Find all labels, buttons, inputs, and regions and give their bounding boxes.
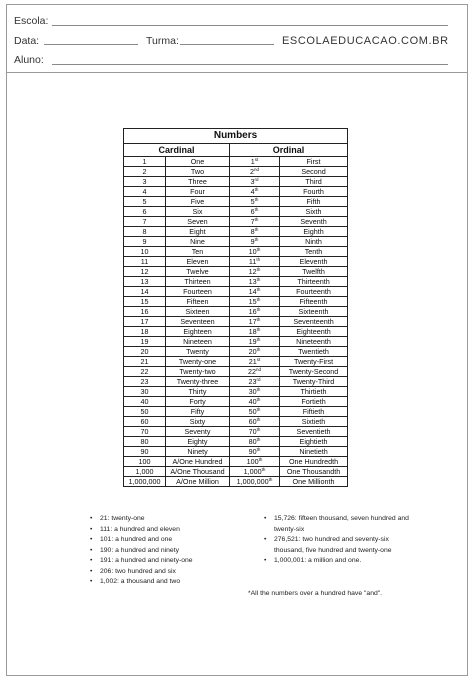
cardinal-number: 11 — [124, 257, 166, 267]
ordinal-suffix: th — [256, 397, 261, 402]
list-item-text: 101: a hundred and one — [100, 536, 173, 543]
list-item-text: 206: two hundred and six — [100, 567, 176, 575]
cardinal-word: Sixteen — [166, 307, 230, 317]
ordinal-number — [230, 407, 280, 417]
cardinal-word: Ninety — [166, 447, 230, 457]
ordinal-digits: 4 — [250, 187, 255, 196]
bullet-icon: • — [264, 515, 267, 522]
list-item — [88, 525, 238, 536]
ordinal-word: Twenty-First — [280, 357, 348, 367]
cardinal-number: 17 — [124, 317, 166, 327]
cardinal-word: Nine — [166, 237, 230, 247]
cardinal-number: 1,000,000 — [124, 477, 166, 487]
cardinal-word: Twenty — [166, 347, 230, 357]
ordinal-word: Eightieth — [280, 437, 348, 447]
ordinal-word: Twenty-Second — [280, 367, 348, 377]
cardinal-word: Fourteen — [166, 287, 230, 297]
ordinal-suffix: th — [254, 227, 259, 232]
ordinal-number — [230, 297, 280, 307]
bullet-icon: • — [264, 557, 267, 564]
ordinal-suffix: th — [254, 197, 259, 202]
bullet-icon: • — [90, 578, 93, 585]
ordinal-number — [230, 357, 280, 367]
cardinal-word: Thirty — [166, 387, 230, 397]
ordinal-digits: 8 — [250, 227, 255, 236]
cardinal-number: 7 — [124, 217, 166, 227]
bullet-icon: • — [90, 567, 93, 575]
ordinal-number — [230, 247, 280, 257]
table-row — [124, 377, 348, 387]
ordinal-number — [230, 427, 280, 437]
ordinal-suffix: th — [256, 287, 261, 292]
ordinal-number — [230, 287, 280, 297]
ordinal-number — [230, 397, 280, 407]
cardinal-number: 22 — [124, 367, 166, 377]
ordinal-suffix: th — [256, 347, 261, 352]
table-row — [124, 277, 348, 287]
ordinal-number — [230, 167, 280, 177]
cardinal-word: Eighteen — [166, 327, 230, 337]
table-row — [124, 197, 348, 207]
ordinal-digits: 6 — [250, 207, 255, 216]
table-title: Numbers — [124, 129, 348, 144]
table-row — [124, 257, 348, 267]
ordinal-word: Twentieth — [280, 347, 348, 357]
table-row — [124, 357, 348, 367]
ordinal-suffix: th — [254, 187, 259, 192]
ordinal-digits: 21 — [248, 357, 257, 366]
ordinal-word: Seventieth — [280, 427, 348, 437]
class-label: Turma: — [146, 35, 179, 47]
cardinal-word: Seventy — [166, 427, 230, 437]
table-row — [124, 187, 348, 197]
ordinal-number — [230, 197, 280, 207]
ordinal-word: Thirtieth — [280, 387, 348, 397]
table-row — [124, 207, 348, 217]
ordinal-suffix: rd — [254, 177, 259, 182]
table-row — [124, 407, 348, 417]
ordinal-digits: 40 — [248, 397, 257, 406]
table-row — [124, 477, 348, 487]
cardinal-number: 12 — [124, 267, 166, 277]
table-row — [124, 177, 348, 187]
ordinal-suffix: th — [268, 477, 273, 482]
ordinal-suffix: st — [254, 157, 259, 162]
ordinal-digits: 3 — [250, 177, 255, 186]
ordinal-number — [230, 447, 280, 457]
ordinal-digits: 10 — [248, 247, 257, 256]
table-row — [124, 387, 348, 397]
ordinal-suffix: th — [256, 437, 261, 442]
ordinal-word: Fortieth — [280, 397, 348, 407]
ordinal-suffix: th — [256, 277, 261, 282]
bullet-icon: • — [90, 546, 93, 554]
cardinal-word: Four — [166, 187, 230, 197]
ordinal-digits: 19 — [248, 337, 257, 346]
ordinal-digits: 100 — [246, 457, 259, 466]
list-item — [262, 535, 412, 556]
list-item — [88, 514, 238, 525]
ordinal-suffix: th — [256, 417, 261, 422]
cardinal-number: 13 — [124, 277, 166, 287]
worksheet-header — [0, 0, 474, 70]
cardinal-word: Twelve — [166, 267, 230, 277]
ordinal-suffix: th — [261, 467, 266, 472]
ordinal-number — [230, 457, 280, 467]
table-row — [124, 347, 348, 357]
ordinal-word: Seventeenth — [280, 317, 348, 327]
cardinal-word: A/One Hundred — [166, 457, 230, 467]
ordinal-word: One Hundredth — [280, 457, 348, 467]
ordinal-number — [230, 157, 280, 167]
ordinal-digits: 1,000 — [243, 467, 262, 476]
table-row — [124, 297, 348, 307]
ordinal-word: Fourth — [280, 187, 348, 197]
cardinal-word: Twenty-three — [166, 377, 230, 387]
bullet-icon: • — [90, 515, 93, 522]
list-item-text: 191: a hundred and ninety-one — [100, 557, 193, 564]
table-row — [124, 467, 348, 477]
bullet-icon: • — [90, 536, 93, 543]
ordinal-suffix: st — [256, 357, 261, 362]
ordinal-suffix: nd — [253, 167, 259, 172]
ordinal-number — [230, 477, 280, 487]
cardinal-word: Nineteen — [166, 337, 230, 347]
ordinal-word: Tenth — [280, 247, 348, 257]
table-row — [124, 367, 348, 377]
cardinal-word: Six — [166, 207, 230, 217]
list-item-text: 1,002: a thousand and two — [100, 578, 181, 585]
ordinal-suffix: th — [256, 307, 261, 312]
list-item-text: 190: a hundred and ninety — [100, 546, 179, 554]
footnote: *All the numbers over a hundred have "and". — [248, 590, 383, 597]
cardinal-number: 60 — [124, 417, 166, 427]
ordinal-suffix: th — [254, 217, 259, 222]
cardinal-number: 6 — [124, 207, 166, 217]
ordinal-digits: 50 — [248, 407, 257, 416]
cardinal-number: 90 — [124, 447, 166, 457]
cardinal-number: 18 — [124, 327, 166, 337]
cardinal-number: 8 — [124, 227, 166, 237]
ordinal-number — [230, 177, 280, 187]
ordinal-digits: 7 — [250, 217, 255, 226]
header-divider — [6, 72, 468, 73]
ordinal-word: Eighth — [280, 227, 348, 237]
ordinal-digits: 12 — [248, 267, 257, 276]
ordinal-digits: 2 — [249, 167, 254, 176]
cardinal-word: Fifty — [166, 407, 230, 417]
ordinal-word: One Thousandth — [280, 467, 348, 477]
ordinal-word: Twelfth — [280, 267, 348, 277]
student-label: Aluno: — [14, 54, 44, 66]
ordinal-number — [230, 337, 280, 347]
table-row — [124, 217, 348, 227]
ordinal-digits: 14 — [248, 287, 257, 296]
ordinal-word: Sixteenth — [280, 307, 348, 317]
table-row — [124, 447, 348, 457]
notes-right — [262, 514, 412, 567]
ordinal-word: Sixtieth — [280, 417, 348, 427]
ordinal-suffix: th — [256, 267, 261, 272]
cardinal-word: Seventeen — [166, 317, 230, 327]
cardinal-word: Twenty-two — [166, 367, 230, 377]
ordinal-number — [230, 417, 280, 427]
list-item — [262, 514, 412, 535]
date-field[interactable] — [44, 44, 138, 45]
ordinal-word: Seventh — [280, 217, 348, 227]
cardinal-word: Two — [166, 167, 230, 177]
cardinal-word: Eight — [166, 227, 230, 237]
table-row — [124, 167, 348, 177]
table-row — [124, 417, 348, 427]
ordinal-number — [230, 327, 280, 337]
table-row — [124, 157, 348, 167]
table-row — [124, 287, 348, 297]
ordinal-digits: 11 — [248, 257, 257, 266]
ordinal-word: Third — [280, 177, 348, 187]
class-field[interactable] — [180, 44, 274, 45]
ordinal-digits: 70 — [248, 427, 257, 436]
list-item — [88, 567, 238, 578]
cardinal-word: Ten — [166, 247, 230, 257]
ordinal-suffix: th — [256, 407, 261, 412]
ordinal-number — [230, 217, 280, 227]
cardinal-number: 1,000 — [124, 467, 166, 477]
ordinal-number — [230, 187, 280, 197]
cardinal-number: 9 — [124, 237, 166, 247]
ordinal-word: Nineteenth — [280, 337, 348, 347]
table-row — [124, 457, 348, 467]
school-field[interactable] — [52, 25, 448, 26]
cardinal-word: A/One Thousand — [166, 467, 230, 477]
ordinal-number — [230, 437, 280, 447]
table-row — [124, 327, 348, 337]
cardinal-number: 80 — [124, 437, 166, 447]
ordinal-digits: 90 — [248, 447, 257, 456]
ordinal-number — [230, 277, 280, 287]
ordinal-number — [230, 317, 280, 327]
ordinal-number — [230, 257, 280, 267]
date-label: Data: — [14, 35, 40, 47]
cardinal-number: 3 — [124, 177, 166, 187]
bullet-icon: • — [264, 536, 267, 543]
ordinal-number — [230, 207, 280, 217]
ordinal-number — [230, 307, 280, 317]
table-row — [124, 227, 348, 237]
ordinal-suffix: th — [256, 297, 261, 302]
cardinal-number: 50 — [124, 407, 166, 417]
cardinal-word: Eighty — [166, 437, 230, 447]
ordinal-number — [230, 467, 280, 477]
notes-left — [88, 514, 238, 588]
table-row — [124, 337, 348, 347]
ordinal-number — [230, 267, 280, 277]
ordinal-suffix: th — [256, 257, 261, 262]
list-item — [262, 556, 412, 567]
list-item — [88, 556, 238, 567]
cardinal-number: 15 — [124, 297, 166, 307]
table-row — [124, 317, 348, 327]
cardinal-number: 30 — [124, 387, 166, 397]
cardinal-number: 23 — [124, 377, 166, 387]
bullet-icon: • — [90, 557, 93, 564]
list-item-text: 15,726: fifteen thousand, seven hundred and twenty-six — [274, 515, 409, 533]
ordinal-suffix: th — [256, 317, 261, 322]
ordinal-word: Eighteenth — [280, 327, 348, 337]
ordinal-digits: 20 — [248, 347, 257, 356]
ordinal-suffix: th — [256, 327, 261, 332]
cardinal-number: 70 — [124, 427, 166, 437]
ordinal-number — [230, 237, 280, 247]
cardinal-number: 100 — [124, 457, 166, 467]
numbers-table — [123, 128, 348, 487]
ordinal-digits: 17 — [248, 317, 257, 326]
cardinal-word: Thirteen — [166, 277, 230, 287]
ordinal-word: Fourteenth — [280, 287, 348, 297]
numbers-table-body — [124, 157, 348, 487]
list-item-text: 1,000,001: a million and one. — [274, 557, 362, 564]
list-item-text: 276,521: two hundred and seventy-six thousand, five hundred and twenty-one — [274, 536, 392, 554]
ordinal-suffix: th — [258, 457, 263, 462]
ordinal-word: Second — [280, 167, 348, 177]
cardinal-number: 16 — [124, 307, 166, 317]
ordinal-number — [230, 367, 280, 377]
ordinal-digits: 18 — [248, 327, 257, 336]
student-field[interactable] — [52, 64, 448, 65]
ordinal-word: Ninth — [280, 237, 348, 247]
ordinal-suffix: th — [256, 247, 261, 252]
cardinal-number: 20 — [124, 347, 166, 357]
table-row — [124, 397, 348, 407]
cardinal-word: A/One Million — [166, 477, 230, 487]
table-row — [124, 427, 348, 437]
ordinal-word: One Millionth — [280, 477, 348, 487]
bullet-icon: • — [90, 525, 93, 533]
ordinal-suffix: th — [254, 237, 259, 242]
cardinal-number: 21 — [124, 357, 166, 367]
ordinal-word: Ninetieth — [280, 447, 348, 457]
table-row — [124, 437, 348, 447]
brand-text: ESCOLAEDUCACAO.COM.BR — [282, 35, 449, 47]
ordinal-digits: 60 — [248, 417, 257, 426]
ordinal-suffix: th — [256, 427, 261, 432]
ordinal-word: First — [280, 157, 348, 167]
ordinal-digits: 16 — [248, 307, 257, 316]
cardinal-word: Seven — [166, 217, 230, 227]
cardinal-number: 19 — [124, 337, 166, 347]
table-row — [124, 237, 348, 247]
ordinal-digits: 1,000,000 — [236, 477, 269, 486]
cardinal-word: One — [166, 157, 230, 167]
ordinal-digits: 23 — [248, 377, 257, 386]
cardinal-word: Eleven — [166, 257, 230, 267]
ordinal-suffix: rd — [256, 377, 261, 382]
cardinal-word: Five — [166, 197, 230, 207]
list-item — [88, 546, 238, 557]
ordinal-digits: 9 — [250, 237, 255, 246]
ordinal-word: Thirteenth — [280, 277, 348, 287]
cardinal-word: Twenty-one — [166, 357, 230, 367]
cardinal-word: Three — [166, 177, 230, 187]
ordinal-digits: 30 — [248, 387, 257, 396]
table-row — [124, 247, 348, 257]
list-item — [88, 577, 238, 588]
cardinal-word: Sixty — [166, 417, 230, 427]
ordinal-suffix: th — [256, 387, 261, 392]
ordinal-number — [230, 387, 280, 397]
cardinal-number: 4 — [124, 187, 166, 197]
ordinal-digits: 13 — [248, 277, 257, 286]
list-item-text: 111: a hundred and eleven — [100, 525, 180, 533]
ordinal-digits: 22 — [247, 367, 256, 376]
ordinal-number — [230, 347, 280, 357]
ordinal-header: Ordinal — [230, 144, 348, 157]
ordinal-suffix: th — [254, 207, 259, 212]
cardinal-number: 14 — [124, 287, 166, 297]
ordinal-digits: 1 — [250, 157, 255, 166]
ordinal-digits: 80 — [248, 437, 257, 446]
ordinal-digits: 15 — [248, 297, 257, 306]
cardinal-number: 10 — [124, 247, 166, 257]
cardinal-word: Fifteen — [166, 297, 230, 307]
cardinal-number: 2 — [124, 167, 166, 177]
list-item — [88, 535, 238, 546]
ordinal-word: Twenty-Third — [280, 377, 348, 387]
ordinal-word: Fifth — [280, 197, 348, 207]
ordinal-suffix: nd — [255, 367, 261, 372]
cardinal-word: Forty — [166, 397, 230, 407]
list-item-text: 21: twenty-one — [100, 515, 145, 522]
cardinal-number: 1 — [124, 157, 166, 167]
ordinal-suffix: th — [256, 337, 261, 342]
ordinal-number — [230, 377, 280, 387]
ordinal-word: Fiftieth — [280, 407, 348, 417]
ordinal-word: Eleventh — [280, 257, 348, 267]
ordinal-word: Sixth — [280, 207, 348, 217]
cardinal-header: Cardinal — [124, 144, 230, 157]
ordinal-word: Fifteenth — [280, 297, 348, 307]
table-row — [124, 307, 348, 317]
ordinal-suffix: th — [256, 447, 261, 452]
cardinal-number: 5 — [124, 197, 166, 207]
ordinal-number — [230, 227, 280, 237]
school-label: Escola: — [14, 15, 49, 27]
table-row — [124, 267, 348, 277]
ordinal-digits: 5 — [250, 197, 255, 206]
cardinal-number: 40 — [124, 397, 166, 407]
